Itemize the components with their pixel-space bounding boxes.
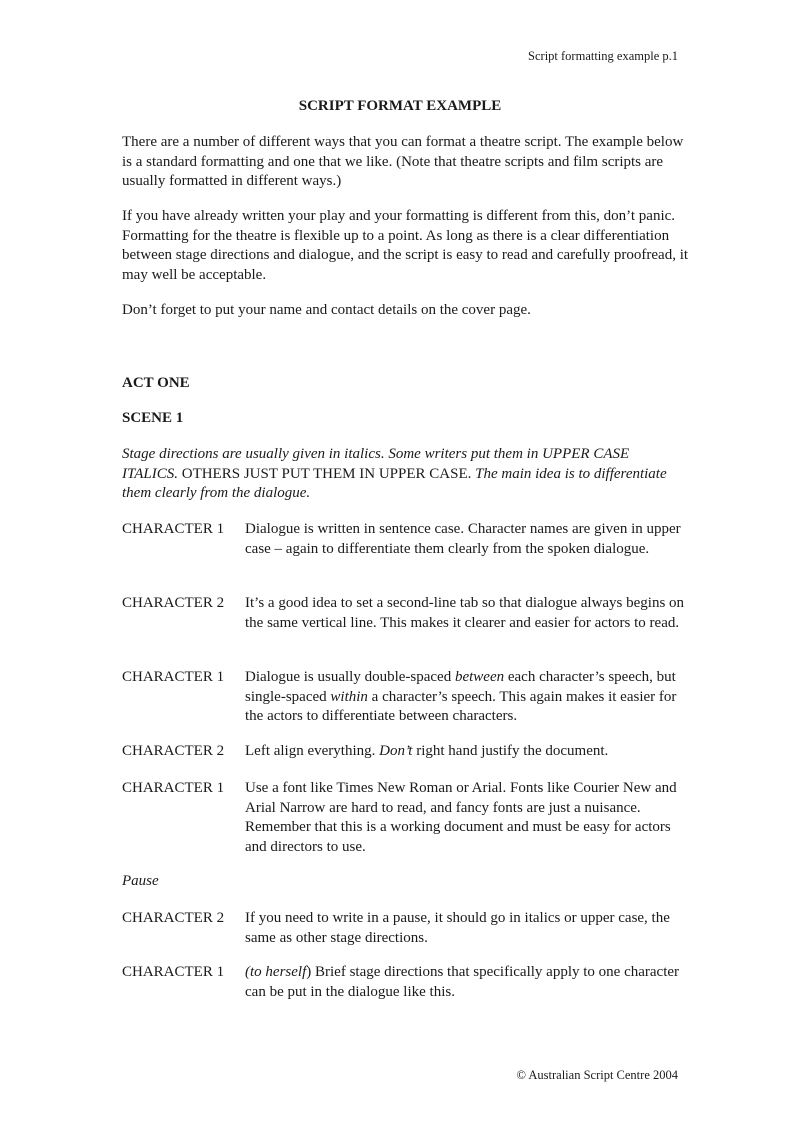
scene-heading: SCENE 1 <box>122 410 184 426</box>
pause-text: Pause <box>122 873 159 889</box>
stage-direction-italic: Stage directions are usually given in italics. Some writers put them in UPPER CASE ITALICS. <box>122 446 630 482</box>
character-name: CHARACTER 1 <box>122 780 225 796</box>
stage-direction-upper: OTHERS JUST PUT THEM IN UPPER CASE. <box>177 465 476 482</box>
dialogue-entry <box>122 909 697 948</box>
page-header: Script formatting example p.1 <box>528 49 678 63</box>
dialogue-text <box>245 742 695 762</box>
dialogue-segment: right hand justify the document. <box>412 743 609 759</box>
dialogue-entry <box>122 742 697 762</box>
intro-paragraph-2: If you have already written your play and your formatting is different from this, don’t panic. Formatting for the theatre is flexible up to a point. As long as there is a clear differentiation between stage directions and dialogue, and the script is easy to read and carefully proofread, it may well be acceptable. <box>122 208 689 283</box>
dialogue-entry <box>122 594 697 633</box>
dialogue-text <box>245 963 695 1002</box>
dialogue-text: Use a font like Times New Roman or Arial. Fonts like Courier New and Arial Narrow are hard to read, and fancy fonts are just a nuisance. Remember that this is a working document and must be easy for actors and directors to use. <box>245 780 677 855</box>
dialogue-text: Dialogue is written in sentence case. Character names are given in upper case – again to differentiate them clearly from the spoken dialogue. <box>245 521 681 557</box>
dialogue-text: If you need to write in a pause, it should go in italics or upper case, the same as other stage directions. <box>245 910 670 946</box>
character-name: CHARACTER 2 <box>122 910 225 926</box>
character-name: CHARACTER 1 <box>122 669 225 685</box>
dialogue-text <box>245 668 695 727</box>
intro-paragraph-3: Don’t forget to put your name and contact details on the cover page. <box>122 302 531 318</box>
act-heading: ACT ONE <box>122 375 190 391</box>
dialogue-entry <box>122 520 697 559</box>
pause-direction <box>122 872 692 892</box>
dialogue-segment: Dialogue is usually double-spaced <box>245 669 455 685</box>
intro-paragraph-1: There are a number of different ways that you can format a theatre script. The example below is a standard formatting and one that we like. (Note that theatre scripts and film scripts are usually formatted in different ways.) <box>122 134 684 190</box>
dialogue-segment: ) Brief stage directions that specifically apply to one character can be put in the dialogue like this. <box>245 964 680 1000</box>
character-name: CHARACTER 1 <box>122 964 225 980</box>
dialogue-entry <box>122 963 697 1002</box>
dialogue-emphasis: (to herself <box>245 964 307 980</box>
dialogue-text: It’s a good idea to set a second-line tab so that dialogue always begins on the same vertical line. This makes it clearer and easier for actors to read. <box>245 595 685 631</box>
dialogue-segment: Left align everything. <box>245 743 380 759</box>
dialogue-emphasis: Don’t <box>379 743 413 759</box>
dialogue-entry <box>122 779 697 857</box>
dialogue-segment: a character’s speech. This again makes it easier for the actors to differentiate between characters. <box>245 688 677 725</box>
character-name: CHARACTER 2 <box>122 743 225 759</box>
dialogue-segment: each character’s speech, but single-spaced <box>245 669 676 705</box>
dialogue-emphasis: between <box>454 669 505 685</box>
character-name: CHARACTER 1 <box>122 521 225 537</box>
dialogue-emphasis: within <box>330 688 368 705</box>
page-footer: © Australian Script Centre 2004 <box>516 1068 678 1082</box>
stage-direction <box>122 445 677 504</box>
document-title: SCRIPT FORMAT EXAMPLE <box>298 98 502 114</box>
stage-direction-italic-end: The main idea is to differentiate them clearly from the dialogue. <box>122 465 667 502</box>
dialogue-entry <box>122 668 697 727</box>
character-name: CHARACTER 2 <box>122 595 225 611</box>
